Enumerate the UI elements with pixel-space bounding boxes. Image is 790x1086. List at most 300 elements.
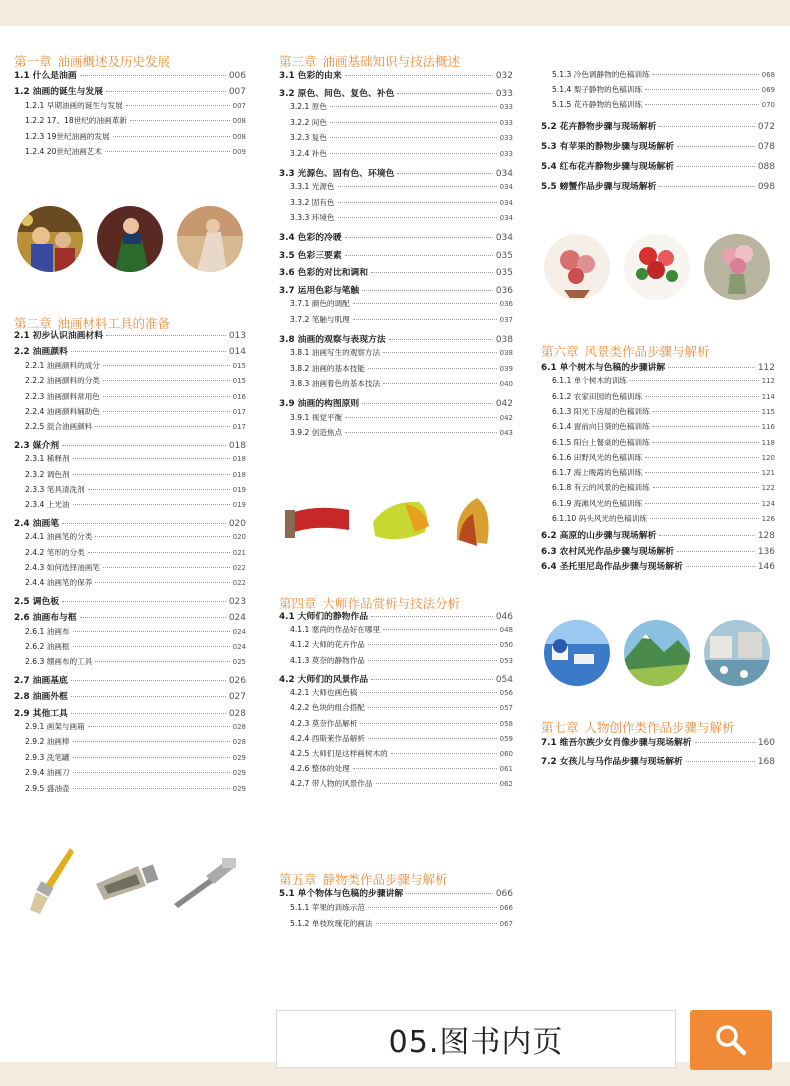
dot-leader bbox=[686, 566, 755, 567]
toc-entry-page: 008 bbox=[232, 117, 246, 126]
ochre-brushstroke-sample bbox=[447, 490, 497, 558]
toc-entry bbox=[279, 655, 513, 669]
rose-sketch-thumbnail bbox=[544, 234, 610, 300]
toc-entry bbox=[279, 687, 513, 701]
toc-entry-title: 2.6 油画布与框 bbox=[14, 613, 77, 624]
toc-entry-page: 020 bbox=[232, 533, 246, 542]
chapter-4-heading: 第四章 大师作品赏析与技法分析 bbox=[279, 596, 461, 611]
toc-entry-page: 042 bbox=[495, 399, 513, 409]
toc-entry-title: 1.2.4 20世纪油画艺术 bbox=[25, 147, 102, 156]
dot-leader bbox=[71, 696, 226, 697]
dot-leader bbox=[383, 629, 497, 630]
toc-entry bbox=[541, 452, 775, 466]
toc-entry-page: 040 bbox=[499, 380, 513, 389]
toc-entry-page: 033 bbox=[499, 134, 513, 143]
toc-entry-page: 120 bbox=[761, 453, 775, 462]
toc-entry-title: 6.2 高原的山步骤与现场解析 bbox=[541, 531, 657, 542]
toc-entry-title: 5.1 单个物体与色稿的步骤讲解 bbox=[279, 889, 404, 899]
toc-entry-page: 118 bbox=[761, 438, 775, 447]
dot-leader bbox=[677, 551, 755, 552]
toc-entry-title: 2.2.2 油画颜料的分类 bbox=[25, 376, 100, 386]
toc-entry-title: 2.4.2 笔形的分类 bbox=[25, 547, 85, 557]
toc-entry-page: 115 bbox=[761, 407, 775, 416]
toc-entry-title: 5.1.5 花卉静物的色稿训练 bbox=[552, 100, 643, 110]
toc-entry bbox=[541, 513, 775, 527]
toc-entry bbox=[14, 610, 246, 624]
toc-entry-title: 4.1.2 大师的花卉作品 bbox=[290, 640, 365, 650]
dot-leader bbox=[686, 761, 755, 762]
toc-entry bbox=[541, 437, 775, 451]
dot-leader bbox=[371, 616, 493, 617]
toc-entry-title: 3.7.2 笔触与肌理 bbox=[290, 315, 350, 324]
toc-entry bbox=[279, 609, 513, 623]
toc-entry-title: 3.2.4 补色 bbox=[290, 149, 327, 158]
toc-entry bbox=[14, 656, 246, 670]
toc-entry-title: 6.1.1 单个树木的训练 bbox=[552, 376, 627, 386]
toc-entry-page: 025 bbox=[232, 658, 246, 667]
dot-leader bbox=[126, 105, 230, 106]
toc-entry bbox=[541, 421, 775, 435]
toc-entry-page: 057 bbox=[499, 704, 513, 713]
dot-leader bbox=[645, 396, 759, 397]
toc-entry-title: 3.2 原色、间色、复色、补色 bbox=[279, 88, 395, 99]
chapter-2-heading: 第二章 油画材料工具的准备 bbox=[14, 316, 171, 331]
dot-leader bbox=[345, 255, 493, 256]
dot-leader bbox=[73, 757, 230, 758]
toc-entry-title: 2.6.2 油画框 bbox=[25, 642, 70, 651]
toc-entry-title: 7.2 女孩儿与马作品步骤与现场解析 bbox=[541, 757, 683, 768]
toc-entry bbox=[541, 754, 775, 768]
dot-leader bbox=[353, 303, 497, 304]
dot-leader bbox=[362, 290, 493, 291]
toc-entry-page: 036 bbox=[499, 300, 513, 309]
search-button[interactable] bbox=[690, 1010, 772, 1070]
dot-leader bbox=[73, 646, 230, 647]
toc-entry-title: 2.1 初步认识油画材料 bbox=[14, 331, 104, 341]
toc-entry bbox=[14, 562, 246, 576]
toc-entry bbox=[279, 283, 513, 297]
toc-entry bbox=[541, 406, 775, 420]
toc-entry-title: 6.1.7 海上晚霞的色稿训练 bbox=[552, 468, 643, 478]
toc-entry-page: 033 bbox=[499, 150, 513, 158]
toc-entry-page: 033 bbox=[495, 88, 513, 99]
toc-entry-page: 070 bbox=[761, 101, 775, 110]
toc-entry-page: 026 bbox=[228, 675, 246, 686]
toc-entry-title: 2.9.5 盛油壶 bbox=[25, 783, 70, 793]
toc-entry-title: 3.9.1 视觉平衡 bbox=[290, 412, 343, 422]
toc-entry bbox=[541, 559, 775, 573]
toc-entry-page: 078 bbox=[757, 142, 775, 152]
toc-entry-page: 019 bbox=[232, 486, 246, 494]
toc-entry bbox=[14, 421, 246, 435]
toc-entry-page: 042 bbox=[499, 413, 513, 422]
toc-entry bbox=[279, 733, 513, 747]
toc-entry bbox=[14, 344, 246, 358]
dot-leader bbox=[71, 713, 226, 714]
toc-entry bbox=[279, 702, 513, 716]
toc-entry bbox=[279, 101, 513, 115]
portrait-painting-thumbnail bbox=[97, 206, 163, 272]
toc-entry-title: 2.3.4 上光油 bbox=[25, 500, 70, 510]
toc-entry bbox=[14, 531, 246, 545]
dot-leader bbox=[338, 202, 497, 203]
search-icon bbox=[714, 1023, 748, 1057]
toc-entry bbox=[14, 706, 246, 720]
toc-entry-page: 059 bbox=[499, 734, 513, 743]
red-brushstroke-sample bbox=[283, 494, 353, 554]
toc-entry bbox=[279, 166, 513, 180]
toc-entry-title: 2.9 其他工具 bbox=[14, 708, 68, 719]
dot-leader bbox=[95, 426, 229, 427]
toc-entry-title: 2.3.2 调色剂 bbox=[25, 469, 70, 479]
toc-entry-page: 034 bbox=[495, 233, 513, 243]
toc-entry bbox=[14, 783, 246, 797]
toc-entry-title: 2.6.1 油画布 bbox=[25, 626, 70, 636]
toc-entry bbox=[279, 902, 513, 916]
toc-entry bbox=[14, 375, 246, 389]
toc-entry-page: 013 bbox=[228, 331, 246, 341]
dot-leader bbox=[106, 91, 226, 92]
book-page bbox=[0, 26, 790, 1062]
toc-entry-title: 1.2.2 17、18世纪的油画革新 bbox=[25, 116, 127, 126]
toc-entry-title: 4.2.7 带人物的风景作品 bbox=[290, 779, 373, 789]
dot-leader bbox=[62, 523, 226, 524]
toc-entry-title: 2.8 油画外框 bbox=[14, 692, 68, 703]
toc-entry-page: 114 bbox=[761, 392, 775, 401]
dot-leader bbox=[345, 432, 497, 433]
toc-entry bbox=[14, 406, 246, 420]
toc-entry-title: 2.3.3 笔具清洗剂 bbox=[25, 485, 85, 494]
toc-entry bbox=[14, 360, 246, 374]
dot-leader bbox=[397, 93, 492, 94]
toc-entry-title: 4.2.4 西斯莱作品解析 bbox=[290, 733, 365, 743]
toc-entry-title: 2.7 油画基底 bbox=[14, 675, 68, 686]
toc-entry-page: 022 bbox=[232, 579, 246, 588]
toc-entry-title: 6.1.3 阳光下房屋的色稿训练 bbox=[552, 406, 650, 416]
dot-leader bbox=[376, 923, 497, 924]
toc-entry-page: 034 bbox=[499, 214, 513, 223]
toc-entry-page: 098 bbox=[757, 181, 775, 192]
toc-entry bbox=[541, 84, 775, 98]
dot-leader bbox=[368, 660, 497, 661]
toc-entry-title: 2.4.3 如何选择油画笔 bbox=[25, 563, 100, 572]
toc-entry-title: 2.3.1 稀释剂 bbox=[25, 454, 70, 464]
toc-entry-title: 4.1.3 莫奈的静物作品 bbox=[290, 655, 365, 665]
dot-leader bbox=[103, 396, 230, 397]
caption-search-box[interactable]: 05.图书内页 bbox=[276, 1010, 676, 1068]
dot-leader bbox=[80, 617, 226, 618]
dot-leader bbox=[368, 707, 497, 708]
dot-leader bbox=[353, 319, 497, 320]
toc-entry-title: 3.2.3 复色 bbox=[290, 133, 327, 143]
toc-entry bbox=[279, 363, 513, 377]
toc-entry bbox=[14, 641, 246, 655]
dot-leader bbox=[73, 458, 230, 459]
toc-entry-page: 043 bbox=[499, 429, 513, 438]
toc-entry-page: 024 bbox=[232, 643, 246, 651]
toc-entry bbox=[14, 673, 246, 687]
toc-entry-title: 5.1.3 冷色调静物的色稿训练 bbox=[552, 70, 650, 79]
dot-leader bbox=[73, 741, 230, 742]
dot-leader bbox=[103, 567, 230, 568]
toc-entry-title: 3.3 光源色、固有色、环境色 bbox=[279, 168, 395, 179]
toc-entry-page: 022 bbox=[232, 564, 246, 572]
toc-entry bbox=[279, 148, 513, 162]
toc-entry bbox=[14, 689, 246, 703]
toc-entry bbox=[14, 499, 246, 513]
dot-leader bbox=[103, 411, 230, 412]
dot-leader bbox=[88, 489, 230, 490]
toc-entry bbox=[541, 467, 775, 481]
toc-entry-page: 037 bbox=[499, 316, 513, 324]
toc-entry bbox=[279, 778, 513, 792]
toc-entry-title: 2.2.5 混合油画颜料 bbox=[25, 422, 93, 432]
toc-entry bbox=[14, 736, 246, 750]
toc-entry bbox=[279, 248, 513, 262]
toc-entry bbox=[541, 528, 775, 542]
toc-entry-page: 068 bbox=[761, 71, 775, 79]
toc-entry-title: 4.2 大师们的风景作品 bbox=[279, 675, 369, 685]
toc-entry bbox=[279, 396, 513, 410]
toc-entry bbox=[279, 427, 513, 441]
toc-entry-page: 017 bbox=[232, 423, 246, 432]
dot-leader bbox=[371, 679, 493, 680]
dot-leader bbox=[103, 380, 230, 381]
toc-entry-page: 054 bbox=[495, 675, 513, 685]
toc-entry-page: 034 bbox=[499, 183, 513, 192]
toc-entry bbox=[541, 735, 775, 749]
toc-entry bbox=[541, 391, 775, 405]
dot-leader bbox=[345, 75, 493, 76]
toc-entry-title: 1.2 油画的诞生与发展 bbox=[14, 87, 104, 98]
dot-leader bbox=[360, 723, 496, 724]
toc-entry-page: 168 bbox=[757, 757, 775, 768]
dot-leader bbox=[360, 692, 496, 693]
toc-entry bbox=[541, 139, 775, 153]
toc-entry-title: 5.1.2 单枝玫瑰花的画法 bbox=[290, 919, 373, 928]
mountain-landscape-thumbnail bbox=[624, 620, 690, 686]
toc-entry-title: 5.5 螃蟹作品步骤与现场解析 bbox=[541, 181, 657, 192]
toc-entry bbox=[279, 86, 513, 100]
toc-entry-title: 6.1.9 海滩风光的色稿训练 bbox=[552, 498, 643, 508]
toc-entry bbox=[279, 230, 513, 244]
toc-entry bbox=[14, 577, 246, 591]
toc-entry bbox=[279, 412, 513, 426]
toc-entry bbox=[14, 391, 246, 405]
toc-entry-title: 2.2.3 油画颜料常用色 bbox=[25, 391, 100, 401]
toc-entry bbox=[14, 438, 246, 452]
dot-leader bbox=[659, 535, 754, 536]
toc-entry-title: 5.1.4 梨子静物的色稿训练 bbox=[552, 85, 643, 95]
toc-entry-page: 027 bbox=[228, 692, 246, 703]
renaissance-painting-thumbnail bbox=[17, 206, 83, 272]
toc-entry bbox=[14, 752, 246, 766]
toc-entry-title: 4.2.1 大师也画色稿 bbox=[290, 688, 358, 698]
chapter-6-heading: 第六章 风景类作品步骤与解析 bbox=[541, 344, 710, 359]
toc-entry-page: 032 bbox=[495, 71, 513, 81]
toc-entry-title: 3.2.1 原色 bbox=[290, 102, 327, 112]
toc-entry-title: 3.8 油画的观察与表现方法 bbox=[279, 334, 386, 345]
toc-entry-page: 046 bbox=[495, 612, 513, 622]
dot-leader bbox=[353, 768, 497, 769]
toc-entry-title: 6.1.5 阳台上餐桌的色稿训练 bbox=[552, 437, 650, 447]
toc-entry-page: 020 bbox=[228, 518, 246, 529]
toc-entry-title: 3.8.3 油画着色的基本技法 bbox=[290, 379, 381, 389]
toc-entry bbox=[14, 547, 246, 561]
toc-entry-title: 4.2.2 色块的组合搭配 bbox=[290, 703, 365, 713]
toc-entry-page: 121 bbox=[761, 469, 775, 478]
toc-entry-page: 088 bbox=[757, 161, 775, 172]
dot-leader bbox=[62, 445, 226, 446]
toc-entry-page: 066 bbox=[495, 889, 513, 899]
toc-entry bbox=[279, 672, 513, 686]
dot-leader bbox=[103, 365, 230, 366]
flower-still-life-thumbnail bbox=[624, 234, 690, 300]
toc-entry-page: 053 bbox=[499, 656, 513, 665]
dot-leader bbox=[630, 380, 759, 381]
toc-entry-page: 028 bbox=[232, 723, 246, 731]
toc-entry-page: 007 bbox=[228, 87, 246, 98]
dot-leader bbox=[371, 272, 493, 273]
dot-leader bbox=[95, 661, 229, 662]
toc-entry bbox=[541, 159, 775, 173]
toc-entry bbox=[541, 544, 775, 558]
toc-entry-title: 4.1.1 塞尚的作品好在哪里 bbox=[290, 625, 381, 635]
toc-entry-page: 112 bbox=[761, 377, 775, 386]
toc-entry-title: 3.8.1 油画写生的观察方法 bbox=[290, 348, 381, 358]
dot-leader bbox=[653, 74, 759, 75]
toc-entry-page: 128 bbox=[757, 531, 775, 542]
dot-leader bbox=[653, 426, 759, 427]
dot-leader bbox=[130, 120, 230, 121]
dot-leader bbox=[95, 536, 229, 537]
toc-entry-title: 3.9.2 创造焦点 bbox=[290, 428, 343, 438]
dot-leader bbox=[376, 783, 497, 784]
toc-entry bbox=[14, 469, 246, 483]
dot-leader bbox=[653, 411, 759, 412]
toc-entry-page: 124 bbox=[761, 499, 775, 508]
toc-entry-page: 015 bbox=[232, 377, 246, 386]
toc-entry bbox=[541, 119, 775, 133]
toc-entry bbox=[14, 767, 246, 781]
toc-entry-page: 136 bbox=[757, 546, 775, 557]
dot-leader bbox=[677, 146, 755, 147]
toc-entry bbox=[279, 68, 513, 82]
toc-entry-page: 160 bbox=[757, 738, 775, 748]
dot-leader bbox=[73, 474, 230, 475]
dot-leader bbox=[62, 601, 226, 602]
toc-entry-page: 058 bbox=[499, 719, 513, 728]
toc-entry-page: 069 bbox=[761, 86, 775, 95]
chapter-7-heading: 第七章 人物创作类作品步骤与解析 bbox=[541, 720, 735, 735]
toc-entry-title: 6.1.2 农家田园的色稿训练 bbox=[552, 391, 643, 401]
dot-leader bbox=[383, 383, 497, 384]
toc-entry-title: 3.2.2 间色 bbox=[290, 117, 327, 127]
toc-entry-title: 5.4 红布花卉静物步骤与现场解析 bbox=[541, 161, 675, 172]
dot-leader bbox=[330, 122, 497, 123]
dot-leader bbox=[80, 75, 226, 76]
dot-leader bbox=[71, 680, 226, 681]
toc-entry bbox=[279, 132, 513, 146]
toc-entry-page: 017 bbox=[232, 408, 246, 416]
toc-entry bbox=[14, 453, 246, 467]
toc-entry-title: 2.3 媒介剂 bbox=[14, 440, 60, 451]
toc-entry-page: 035 bbox=[495, 250, 513, 261]
dot-leader bbox=[73, 631, 230, 632]
toc-entry-page: 048 bbox=[499, 626, 513, 635]
toc-entry bbox=[279, 197, 513, 211]
toc-entry-page: 146 bbox=[757, 561, 775, 572]
dot-leader bbox=[645, 104, 759, 105]
toc-entry-page: 018 bbox=[232, 470, 246, 479]
toc-entry-page: 033 bbox=[499, 103, 513, 112]
dot-leader bbox=[397, 173, 492, 174]
dot-leader bbox=[677, 166, 755, 167]
toc-entry-page: 039 bbox=[499, 364, 513, 373]
toc-entry bbox=[279, 314, 513, 328]
toc-entry-title: 2.4.1 油画笔的分类 bbox=[25, 532, 93, 542]
dot-leader bbox=[659, 126, 754, 127]
toc-entry-title: 4.2.6 整体的处理 bbox=[290, 764, 350, 774]
toc-entry-page: 056 bbox=[499, 689, 513, 698]
toc-entry-title: 6.3 农村风光作品步骤与现场解析 bbox=[541, 546, 675, 557]
toc-entry-title: 3.7 运用色彩与笔触 bbox=[279, 285, 360, 296]
dot-leader bbox=[88, 552, 230, 553]
toc-entry-title: 3.3.3 环境色 bbox=[290, 213, 335, 223]
toc-entry-page: 029 bbox=[232, 769, 246, 778]
toc-entry-title: 2.6.3 绷画布的工具 bbox=[25, 657, 93, 667]
toc-entry bbox=[14, 516, 246, 530]
toc-entry-page: 038 bbox=[495, 334, 513, 345]
toc-entry-page: 033 bbox=[499, 118, 513, 127]
dot-leader bbox=[113, 136, 230, 137]
toc-entry-title: 3.6 色彩的对比和调和 bbox=[279, 268, 369, 279]
toc-entry-page: 066 bbox=[499, 904, 513, 912]
toc-entry-page: 072 bbox=[757, 122, 775, 133]
dot-leader bbox=[391, 753, 497, 754]
dot-leader bbox=[653, 442, 759, 443]
toc-entry-title: 3.8.2 油画的基本技能 bbox=[290, 363, 365, 373]
toc-entry bbox=[279, 918, 513, 932]
toc-entry-page: 122 bbox=[761, 484, 775, 493]
vase-bouquet-thumbnail bbox=[704, 234, 770, 300]
toc-entry-title: 2.4 油画笔 bbox=[14, 518, 60, 529]
dot-leader bbox=[645, 472, 759, 473]
toc-entry-title: 3.5 色彩三要素 bbox=[279, 250, 342, 261]
santorini-landscape-thumbnail bbox=[544, 620, 610, 686]
toc-entry-page: 060 bbox=[499, 750, 513, 758]
toc-entry-title: 4.2.5 大师们是这样画树木的 bbox=[290, 749, 388, 758]
toc-entry-title: 2.9.2 油画棒 bbox=[25, 737, 70, 747]
toc-entry-title: 3.1 色彩的由来 bbox=[279, 71, 342, 81]
toc-entry bbox=[14, 626, 246, 640]
toc-entry-title: 6.4 圣托里尼岛作品步骤与现场解析 bbox=[541, 561, 683, 572]
dot-leader bbox=[645, 89, 759, 90]
toc-entry-title: 6.1.10 码头风光的色稿训练 bbox=[552, 514, 647, 523]
toc-entry bbox=[14, 115, 246, 129]
toc-entry-title: 1.1 什么是油画 bbox=[14, 71, 77, 81]
toc-entry-title: 2.9.4 油画刀 bbox=[25, 768, 70, 778]
toc-entry-title: 2.2.1 油画颜料的成分 bbox=[25, 360, 100, 370]
toc-entry-title: 1.2.1 早期油画的诞生与发展 bbox=[25, 100, 123, 110]
toc-entry-page: 019 bbox=[232, 501, 246, 510]
toc-entry-title: 2.4.4 油画笔的保养 bbox=[25, 578, 93, 588]
dot-leader bbox=[368, 368, 497, 369]
toc-entry-page: 067 bbox=[499, 920, 513, 928]
dot-leader bbox=[653, 487, 759, 488]
toc-entry-page: 015 bbox=[232, 361, 246, 370]
toc-entry bbox=[14, 328, 246, 342]
